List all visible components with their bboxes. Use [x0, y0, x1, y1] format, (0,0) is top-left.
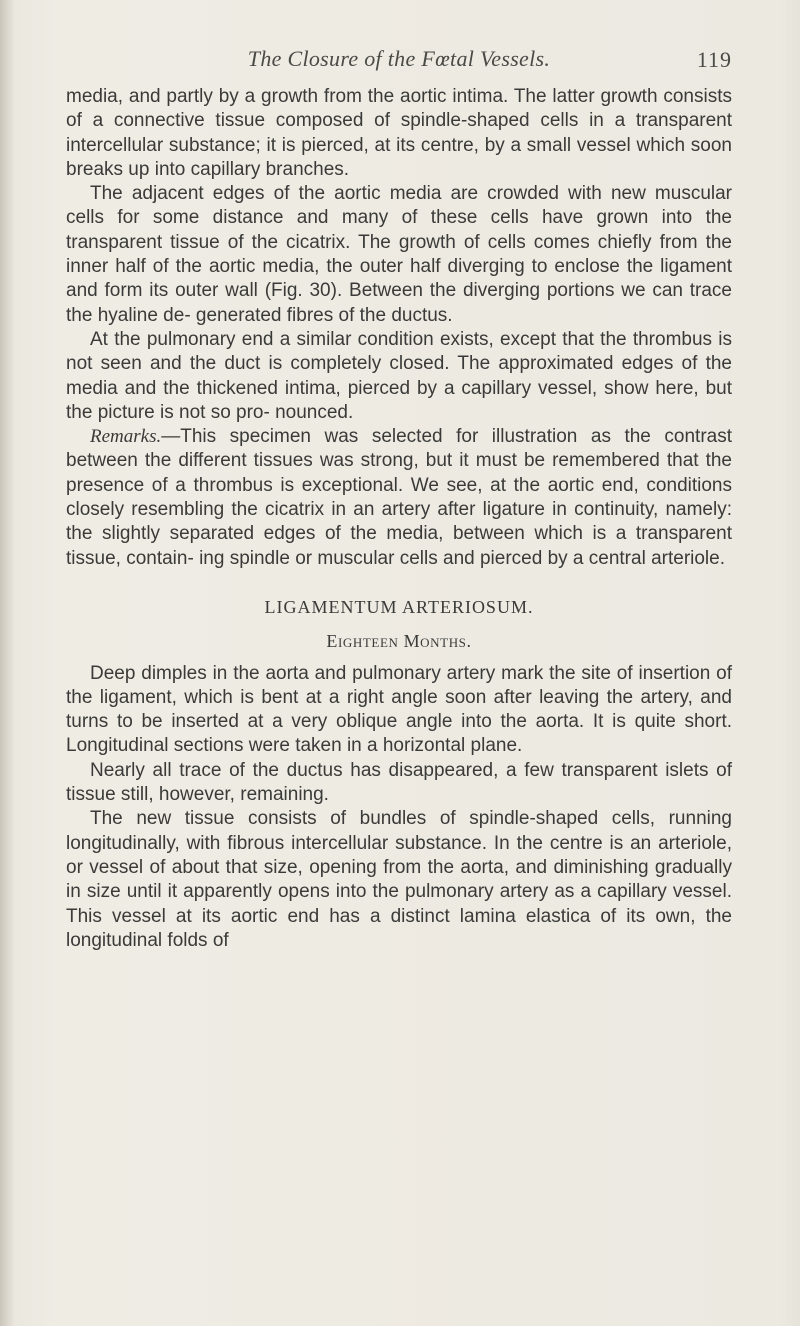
section-subheading: Eighteen Months.	[326, 631, 472, 652]
body-text	[66, 85, 732, 953]
paragraph-ductus-trace: Nearly all trace of the ductus has disappeared, a few transparent islets of tissue still, however, remaining.	[66, 759, 732, 806]
page-number: 119	[696, 47, 732, 72]
page-header	[66, 46, 732, 80]
paragraph-aortic-media: The adjacent edges of the aortic media are crowded with new muscular cells for some distance and many of these cells have grown into the transparent tissue of the cicatrix. The growth of cells comes chiefly from the inner half of the aortic media, the outer half diverging to enclose the ligament and form its outer wall (Fig. 30). Between the diverging portions we can trace the hyaline de- generated fibres of the ductus.	[66, 183, 732, 326]
binding-shadow	[0, 0, 14, 1326]
remarks-text: —This specimen was selected for illustration as the contrast between the different tissues was strong, but it must be remembered that the presence of a thrombus is exceptional. We see, at the aortic end, conditions closely resembling the cicatrix in an artery after ligature in continuity, namely: the slightly separated edges of the media, between which is a transparent tissue, contain- ing spindle or muscular cells and pierced by a central arteriole.	[66, 426, 732, 569]
remarks-label: Remarks.	[90, 426, 162, 448]
paragraph-deep-dimples: Deep dimples in the aorta and pulmonary artery mark the site of insertion of the ligament, which is bent at a right angle soon after leaving the artery, and turns to be inserted at a very oblique angle into the aorta. It is quite short. Longitudinal sections were taken in a horizontal plane.	[66, 662, 732, 757]
section-heading: LIGAMENTUM ARTERIOSUM.	[264, 596, 534, 617]
paragraph-pulmonary-end: At the pulmonary end a similar condition exists, except that the thrombus is not seen and the duct is completely closed. The approximated edges of the media and the thickened intima, pierced by a capillary vessel, show here, but the picture is not so pro- nounced.	[66, 328, 732, 423]
running-title: The Closure of the Fœtal Vessels.	[247, 46, 551, 71]
paragraph-continued: media, and partly by a growth from the aortic intima. The latter growth consists of a connective tissue composed of spindle-shaped cells in a transparent intercellular substance; it is pierced, at its centre, by a small vessel which soon breaks up into capillary branches.	[66, 86, 732, 180]
paragraph-remarks	[66, 425, 732, 571]
paragraph-new-tissue: The new tissue consists of bundles of spindle-shaped cells, running longitudinally, with fibrous intercellular substance. In the centre is an arteriole, or vessel of about that size, opening from the aorta, and diminishing gradually in size until it apparently opens into the pulmonary artery as a capillary vessel. This vessel at its aortic end has a distinct lamina elastica of its own, the longitudinal folds of	[66, 808, 732, 951]
